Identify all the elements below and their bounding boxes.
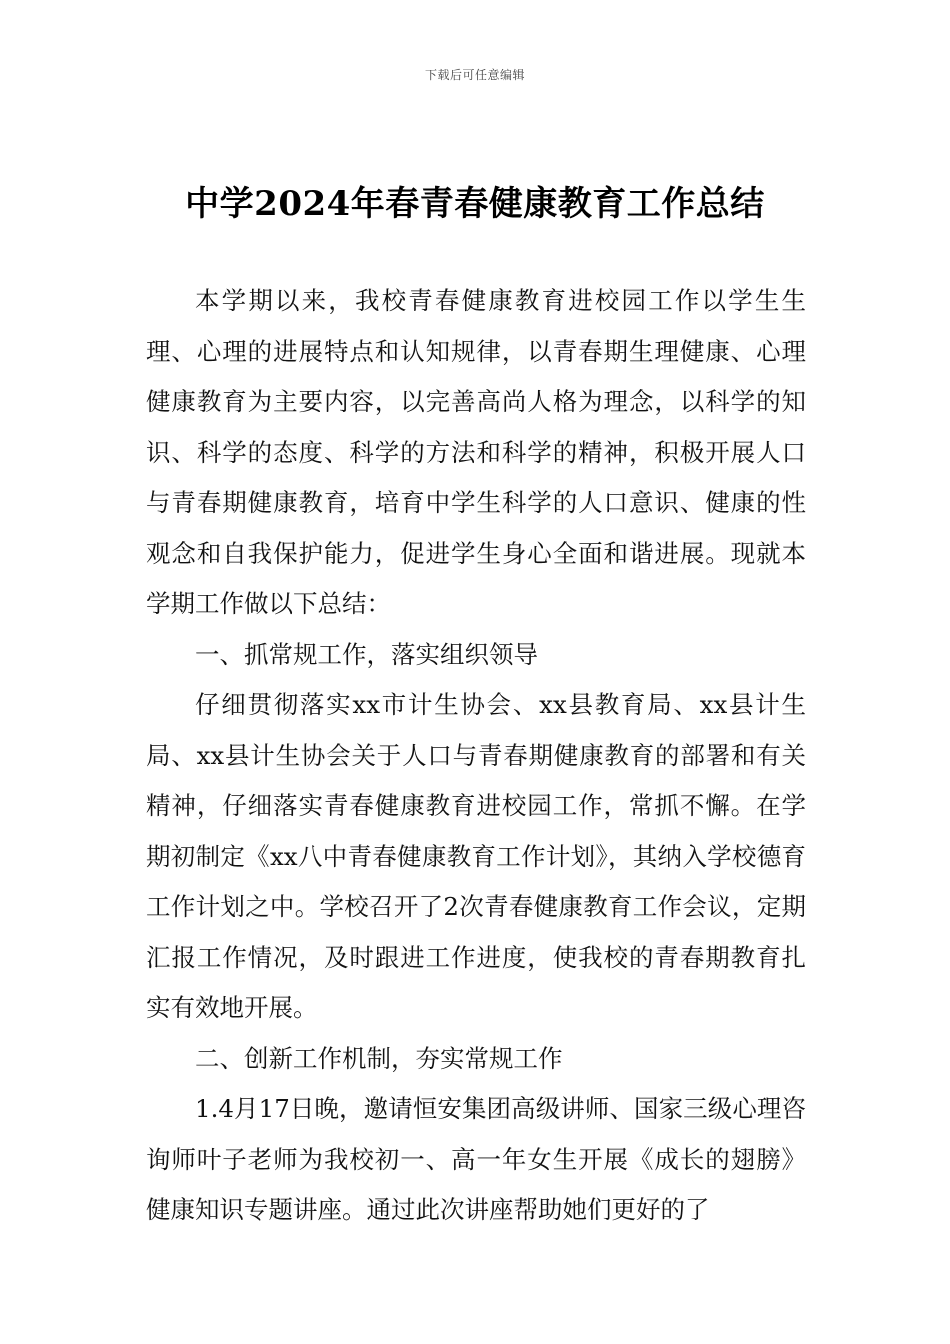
section-heading-2: 二、创新工作机制，夯实常规工作 [195, 1043, 563, 1073]
intro-paragraph: 本学期以来，我校青春健康教育进校园工作以学生生理、心理的进展特点和认知规律，以青春期生理健康、心理健康教育为主要内容，以完善高尚人格为理念，以科学的知识、科学的态度、科学的方法和科学的精神，积极开展人口与青春期健康教育，培育中学生科学的人口意识、健康的性观念和自我保护能力，促进学生身心全面和谐进展。现就本学期工作做以下总结： [146, 286, 806, 618]
document-title: 中学2024年春青春健康教育工作总结 [185, 184, 765, 224]
document-body [146, 276, 806, 1236]
section-2-paragraph: 1.4月17日晚，邀请恒安集团高级讲师、国家三级心理咨询师叶子老师为我校初一、高一年女生开展《成长的翅膀》健康知识专题讲座。通过此次讲座帮助她们更好的了 [146, 1094, 806, 1224]
section-heading-1: 一、抓常规工作，落实组织领导 [195, 639, 538, 669]
section-1-paragraph: 仔细贯彻落实xx市计生协会、xx县教育局、xx县计生局、xx县计生协会关于人口与青春期健康教育的部署和有关精神，仔细落实青春健康教育进校园工作，常抓不懈。在学期初制定《xx八中青春健康教育工作计划》，其纳入学校德育工作计划之中。学校召开了2次青春健康教育工作会议，定期汇报工作情况，及时跟进工作进度，使我校的青春期教育扎实有效地开展。 [146, 690, 806, 1022]
header-note: 下载后可任意编辑 [424, 68, 525, 82]
